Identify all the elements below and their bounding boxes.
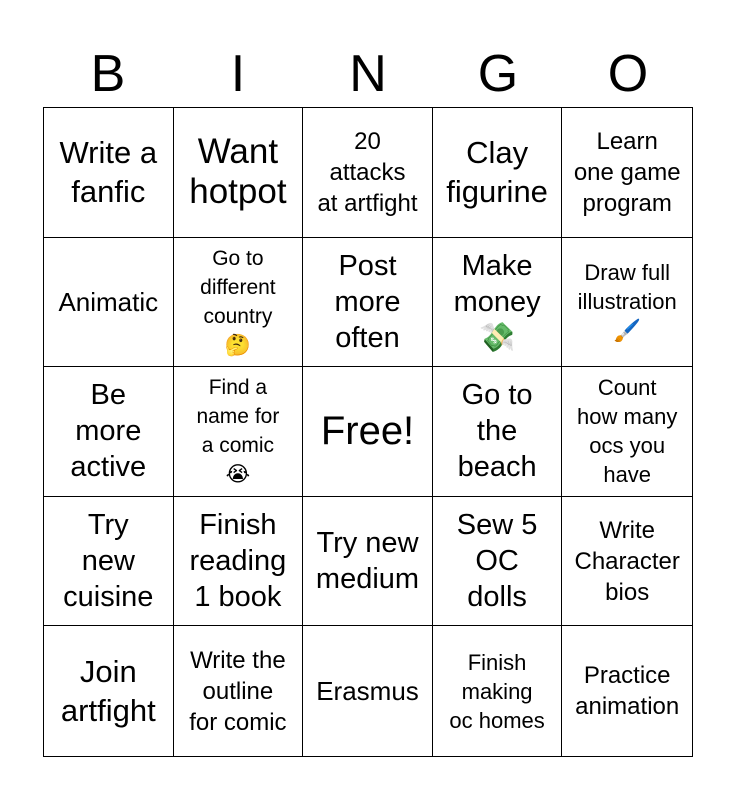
header-letter-o: O — [607, 45, 649, 103]
bingo-cell-different-country[interactable]: Go to different country 🤔 — [174, 238, 304, 368]
header-letter-n: N — [349, 45, 387, 103]
bingo-cell-finish-reading-book[interactable]: Finish reading 1 book — [174, 497, 304, 627]
bingo-cell-oc-homes[interactable]: Finish making oc homes — [433, 626, 563, 756]
bingo-cell-character-bios[interactable]: Write Character bios — [562, 497, 692, 627]
header-letter-g: G — [477, 45, 519, 103]
bingo-cell-free[interactable]: Free! — [303, 367, 433, 497]
bingo-cell-practice-animation[interactable]: Practice animation — [575, 662, 680, 721]
bingo-cell-write-fanfic[interactable]: Write a fanfic — [44, 108, 174, 238]
bingo-cell-try-new-cuisine[interactable]: Try new cuisine — [44, 497, 174, 627]
bingo-cell-count-ocs[interactable]: Count how many ocs you have — [562, 367, 692, 497]
bingo-cell-join-artfight[interactable]: Join artfight — [44, 626, 174, 756]
bingo-cell-go-to-beach[interactable]: Go to the beach — [433, 367, 563, 497]
bingo-cell-try-new-medium[interactable]: Try new medium — [303, 497, 433, 627]
bingo-cell-sew-oc-dolls[interactable]: Sew 5 OC dolls — [433, 497, 563, 627]
bingo-grid — [43, 107, 693, 757]
bingo-cell-erasmus[interactable]: Erasmus — [303, 626, 433, 756]
bingo-cell-post-more-often[interactable]: Post more often — [303, 238, 433, 368]
bingo-cell-learn-game-program[interactable]: Learn one game program — [562, 108, 692, 238]
header-letter-b: B — [90, 45, 126, 103]
bingo-cell-be-more-active[interactable]: Be more active — [44, 367, 174, 497]
header-letter-i: I — [230, 45, 246, 103]
bingo-cell-name-for-comic[interactable]: Find a name for a comic 😭 — [174, 367, 304, 497]
bingo-cell-want-hotpot[interactable]: Want hotpot — [174, 108, 304, 238]
bingo-header — [43, 40, 693, 108]
bingo-cell-clay-figurine[interactable]: Clay figurine — [433, 108, 563, 238]
bingo-cell-comic-outline[interactable]: Write the outline for comic — [174, 626, 304, 756]
bingo-cell-draw-illustration[interactable]: Draw full illustration 🖌️ — [562, 238, 692, 368]
bingo-cell-animatic[interactable]: Animatic — [44, 238, 174, 368]
bingo-cell-make-money[interactable]: Make money 💸 — [433, 238, 563, 368]
bingo-cell-artfight-attacks[interactable]: 20 attacks at artfight — [303, 108, 433, 238]
